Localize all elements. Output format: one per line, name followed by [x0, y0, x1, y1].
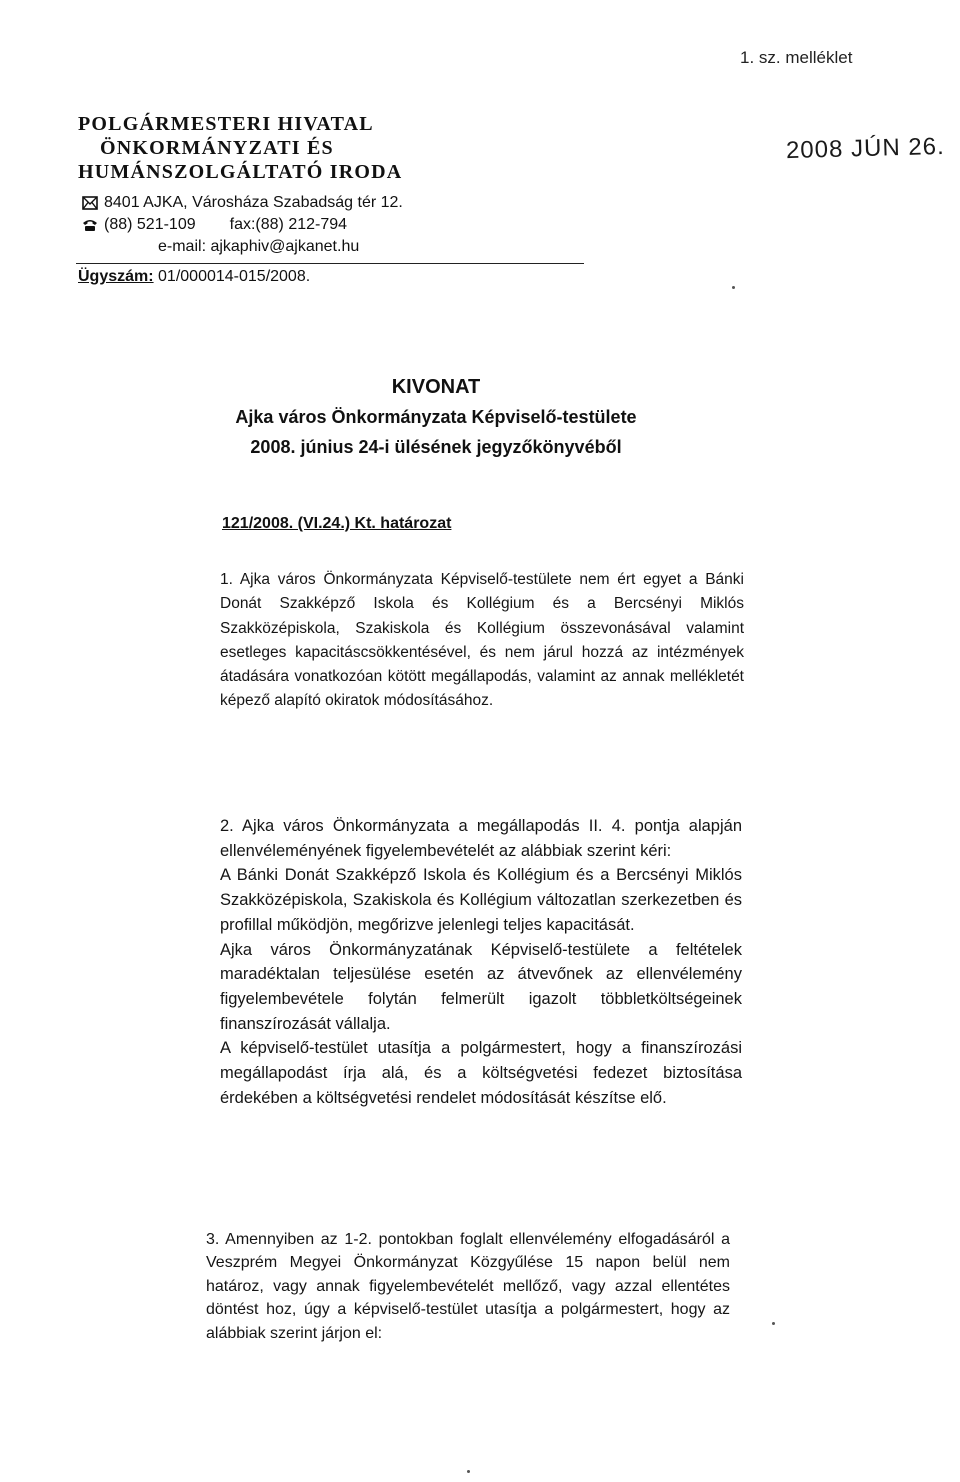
paragraph-3 — [206, 1228, 730, 1345]
scan-speck — [732, 286, 735, 289]
paragraph-1-text: 1. Ajka város Önkormányzata Képviselő-testülete nem ért egyet a Bánki Donát Szakképző Iskola és Kollégium és a Bercsényi Miklós Szakközépiskola, Szakiskola és Kollégium összevonásával valamint esetleges kapacitáscsökkentésével, és nem járul hozzá az intézmények átadására vonatkozóan kötött megállapodás, valamint az annak mellékletét képező alapító okiratok módosításához. — [220, 571, 744, 710]
paragraph-2-body-3: A képviselő-testület utasítja a polgármestert, hogy a finanszírozási megállapodást írja alá, és a költségvetési fedezet biztosítása érdekében a költségvetési rendelet módosítását készítse elő. — [220, 1039, 742, 1107]
telephone-icon — [82, 218, 98, 232]
envelope-icon — [82, 196, 98, 210]
reference-value: 01/000014-015/2008. — [158, 268, 311, 285]
paragraph-2-body-1: A Bánki Donát Szakképző Iskola és Kollégium és a Bercsényi Miklós Szakközépiskola, Szakiskola és Kollégium változatlan szerkezetben és profillal működjön, megőrizve jelenlegi teljes kapacitását. — [220, 866, 742, 934]
annex-label: 1. sz. melléklet — [740, 48, 853, 67]
paragraph-2-intro: 2. Ajka város Önkormányzata a megállapodás II. 4. pontja alapján ellenvéleményének figyelembevételét az alábbiak szerint kéri: — [220, 817, 742, 860]
title-kivonat: KIVONAT — [391, 376, 481, 398]
office-name-line-1: POLGÁRMESTERI HIVATAL — [78, 113, 374, 135]
paragraph-2 — [220, 814, 742, 1110]
scan-speck — [772, 1322, 775, 1325]
decision-number: 121/2008. (VI.24.) Kt. határozat — [222, 515, 452, 532]
paragraph-2-body-2: Ajka város Önkormányzatának Képviselő-testülete a feltételek maradéktalan teljesülése esetén az átvevőnek az ellenvélemény figyelembevétele folytán felmerült igazolt többletköltségeinek finanszírozását vállalja. — [220, 940, 742, 1033]
address-text: 8401 AJKA, Városháza Szabadság tér 12. — [104, 194, 403, 211]
received-date-stamp: 2008 JÚN 26. — [785, 132, 946, 165]
office-name — [78, 112, 402, 184]
phone-text: (88) 521-109 — [104, 216, 196, 233]
scan-speck — [467, 1470, 470, 1473]
paragraph-3-text: 3. Amennyiben az 1-2. pontokban foglalt ellenvélemény elfogadásáról a Veszprém Megyei Önkormányzat Közgyűlése 15 napon belül nem határoz, vagy annak figyelembevételét mellőző, vagy azzal ellentétes döntést hoz, úgy a képviselő-testület utasítja a polgármestert, hogy az alábbiak szerint járjon el: — [206, 1231, 730, 1342]
reference-label: Ügyszám: — [78, 268, 154, 285]
email-text: e-mail: ajkaphiv@ajkanet.hu — [158, 238, 360, 255]
header-divider — [76, 263, 584, 264]
contact-block — [82, 192, 403, 258]
office-name-line-2: ÖNKORMÁNYZATI ÉS — [100, 137, 334, 159]
title-body: Ajka város Önkormányzata Képviselő-testülete — [235, 407, 637, 427]
paragraph-1 — [220, 568, 744, 714]
fax-text: fax:(88) 212-794 — [229, 216, 348, 233]
title-meeting: 2008. június 24-i ülésének jegyzőkönyvéből — [250, 437, 622, 457]
document-title — [222, 372, 650, 462]
office-name-line-3: HUMÁNSZOLGÁLTATÓ IRODA — [78, 161, 403, 183]
reference-number — [78, 268, 310, 286]
